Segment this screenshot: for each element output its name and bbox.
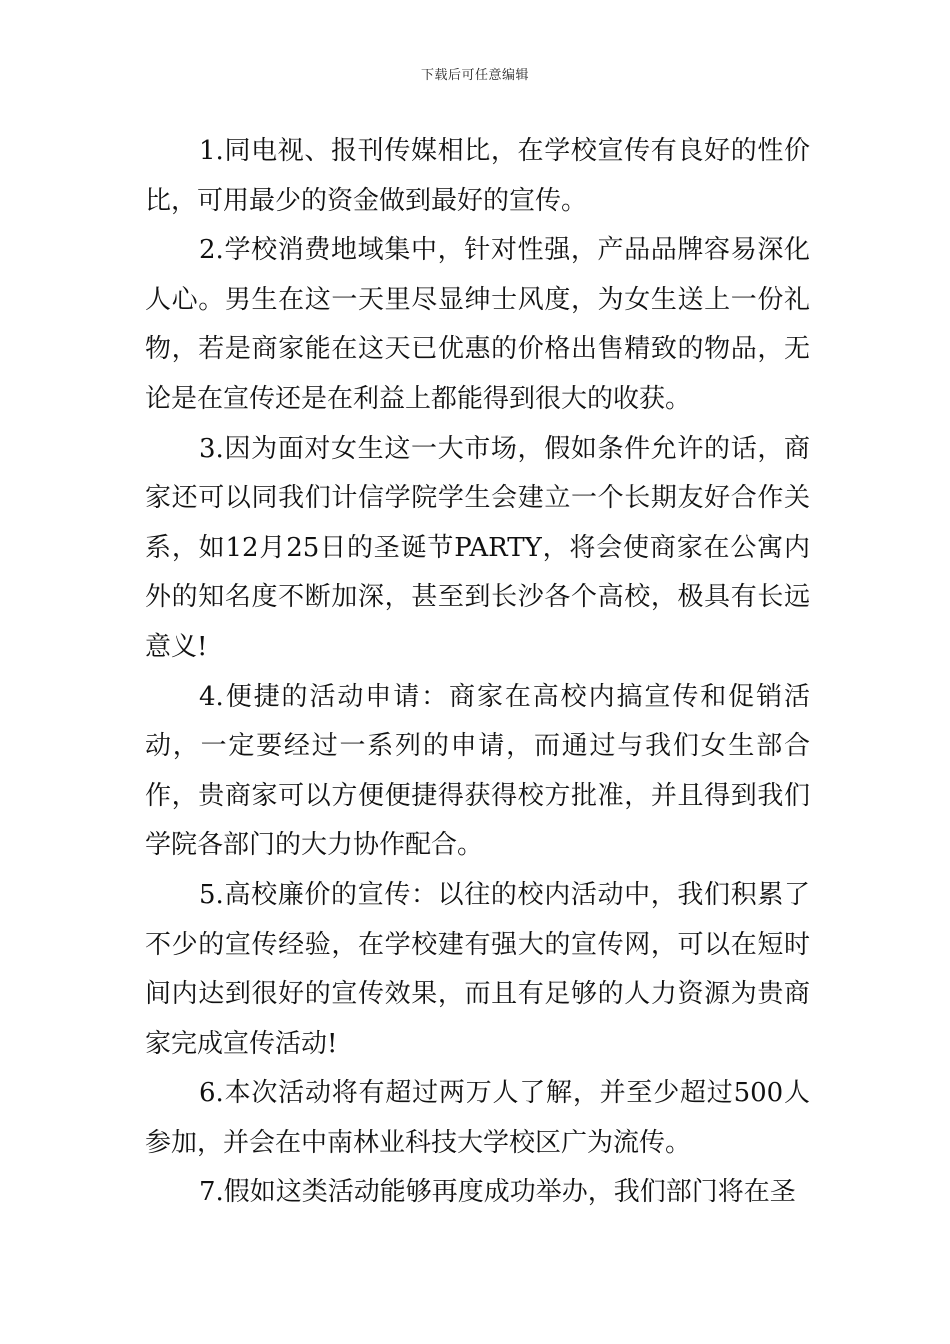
document-body [145,127,810,1218]
paragraph-1: 1.同电视、报刊传媒相比，在学校宣传有良好的性价比，可用最少的资金做到最好的宣传。 [145,136,810,216]
paragraph-3: 3.因为面对女生这一大市场，假如条件允许的话，商家还可以同我们计信学院学生会建立一个长期友好合作关系，如12月25日的圣诞节PARTY，将会使商家在公寓内外的知名度不断加深，甚至到长沙各个高校，极具有长远意义! [145,433,810,662]
page-header: 下载后可任意编辑 [420,68,529,83]
paragraph-2: 2.学校消费地域集中，针对性强，产品品牌容易深化人心。男生在这一天里尽显绅士风度，为女生送上一份礼物，若是商家能在这天已优惠的价格出售精致的物品，无论是在宣传还是在利益上都能得到很大的收获。 [145,235,810,414]
paragraph-4: 4.便捷的活动申请：商家在高校内搞宣传和促销活动，一定要经过一系列的申请，而通过与我们女生部合作，贵商家可以方便便捷得获得校方批准，并且得到我们学院各部门的大力协作配合。 [145,681,810,861]
paragraph-5: 5.高校廉价的宣传：以往的校内活动中，我们积累了不少的宣传经验，在学校建有强大的宣传网，可以在短时间内达到很好的宣传效果，而且有足够的人力资源为贵商家完成宣传活动! [145,879,810,1059]
paragraph-6: 6.本次活动将有超过两万人了解，并至少超过500人参加，并会在中南林业科技大学校区广为流传。 [145,1078,810,1158]
paragraph-7: 7.假如这类活动能够再度成功举办，我们部门将在圣 [199,1177,796,1208]
